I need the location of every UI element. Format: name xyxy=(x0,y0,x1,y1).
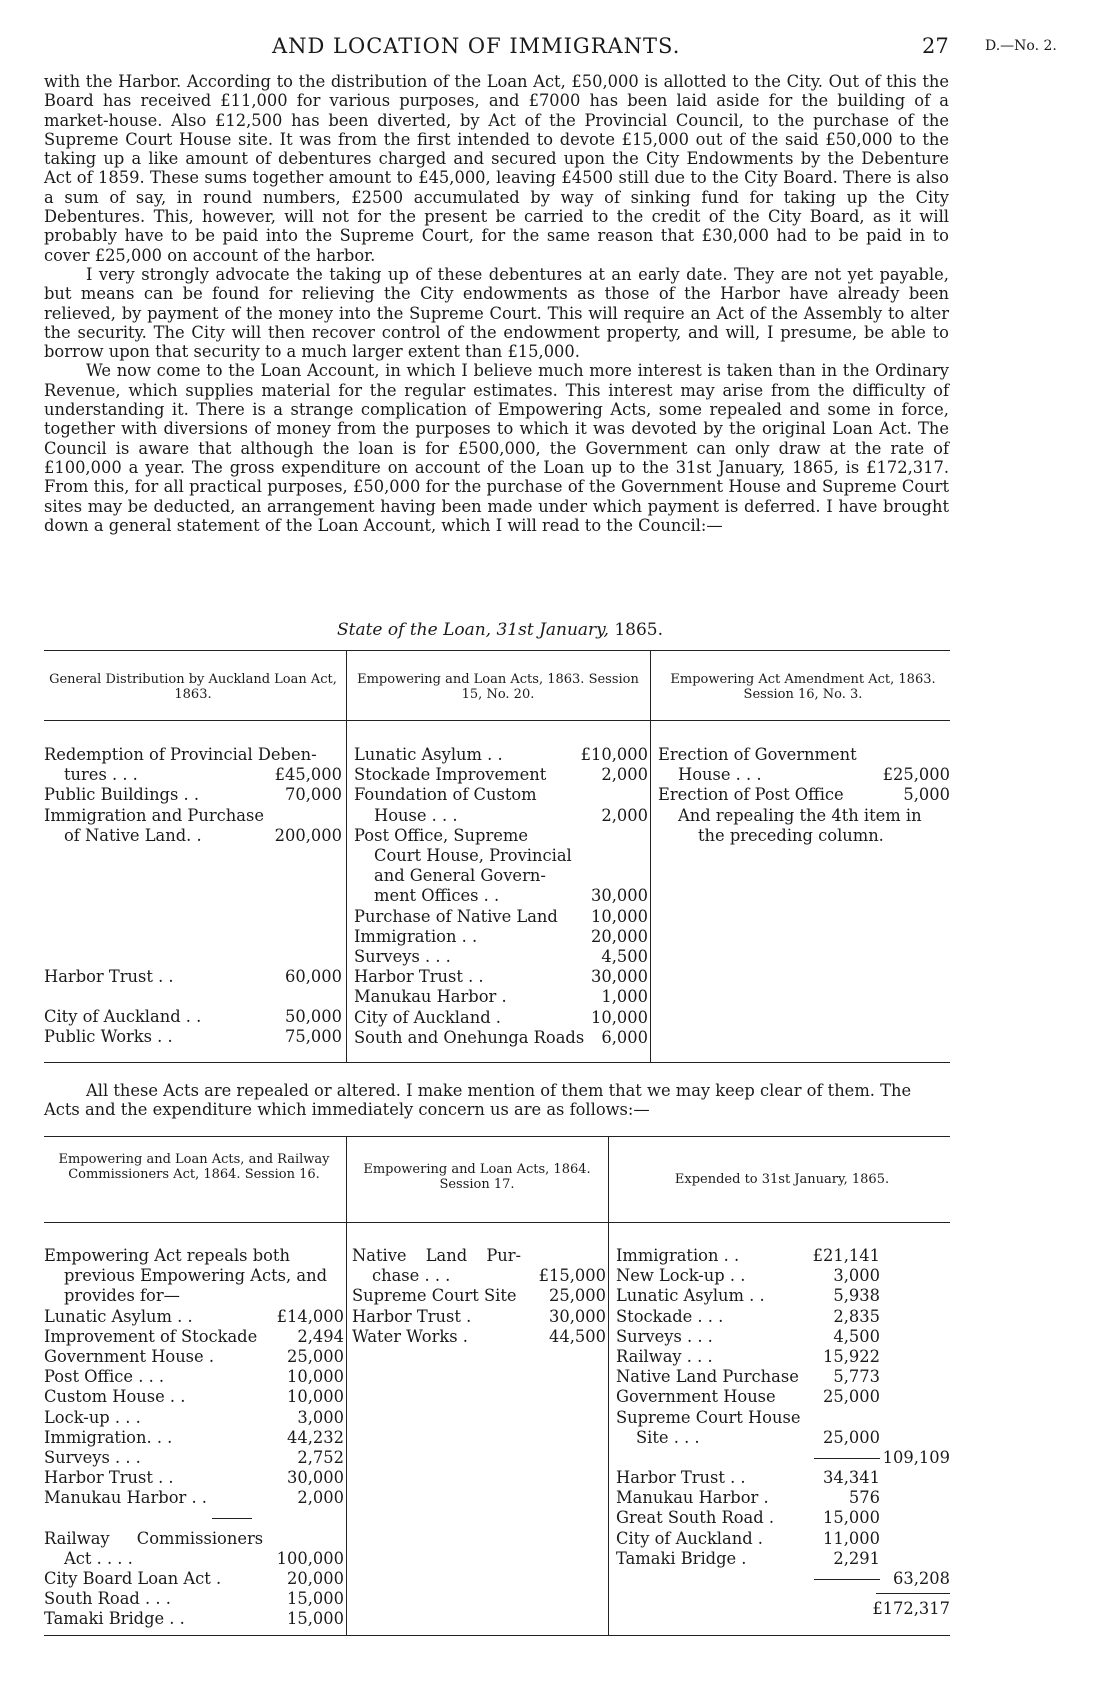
table-row: Lunatic Asylum . . £10,000 xyxy=(354,745,648,764)
table-row: the preceding column. xyxy=(698,825,884,845)
table-row: Surveys . . . 4,500 xyxy=(616,1326,880,1346)
body-text xyxy=(44,72,949,535)
intro-line: Empowering Act repeals both xyxy=(44,1246,290,1265)
table-row: tures . . . £45,000 xyxy=(64,765,342,785)
table-row: Court House, Provincial xyxy=(374,846,572,866)
table-row: Manukau Harbor . 1,000 xyxy=(354,987,648,1007)
table-row: Public Works . . 75,000 xyxy=(44,1027,342,1047)
table-row: South Road . . . 15,000 xyxy=(44,1589,344,1609)
table-rule xyxy=(44,1136,950,1137)
paragraph: I very strongly advocate the taking up of these debentures at an early date. They are not yet payable, but means can be found for relieving the City endowments as those of the Harbor have already been relieved, by payment of the money into the Supreme Court. This will require an Act of the Assembly to alter the security. The City will then recover control of the endowment property, and will, I presume, be able to borrow upon that security to a much larger extent than £15,000. xyxy=(44,264,949,362)
table-row: House . . . £25,000 xyxy=(678,765,950,785)
table-row: Harbor Trust . 30,000 xyxy=(352,1306,606,1326)
table-row: Stockade Improvement 2,000 xyxy=(354,765,648,785)
table-row: Surveys . . . 4,500 xyxy=(354,947,648,967)
table2-header-col2: Empowering and Loan Acts, 1864. Session 17. xyxy=(363,1162,591,1192)
table-row: and General Govern- xyxy=(374,866,546,886)
table-rule xyxy=(44,1062,950,1063)
column-divider xyxy=(608,1136,609,1635)
table-row: Stockade . . . 2,835 xyxy=(616,1306,880,1326)
table-row: ment Offices . . 30,000 xyxy=(374,886,648,906)
table-row: Native Land Purchase 5,773 xyxy=(616,1367,880,1387)
table-row: Native Land Pur- xyxy=(352,1246,522,1265)
table-rule xyxy=(44,1635,950,1636)
subtotal-harbor: 63,208 xyxy=(893,1569,950,1589)
table-row: Water Works . 44,500 xyxy=(352,1326,606,1346)
table-row: City of Auckland . . 50,000 xyxy=(44,1007,342,1027)
table-row: Railway . . . 15,922 xyxy=(616,1347,880,1367)
table-row: Railway Commissioners xyxy=(44,1528,264,1548)
paragraph: We now come to the Loan Account, in which I believe much more interest is taken than in the Ordinary Revenue, which supplies material for the regular estimates. This interest may arise from the difficulty of understanding it. There is a strange complication of Empowering Acts, some repealed and some in force, together with diversions of money from the purposes to which it was devoted by the original Loan Act. The Council is aware that although the loan is for £500,000, the Government can only draw at the rate of £100,000 a year. The gross expenditure on account of the Loan up to the 31st January, 1865, is £172,317. From this, for all practical purposes, £50,000 for the purchase of the Government House and Supreme Court sites may be deducted, an arrangement having been made under which payment is deferred. I have brought down a general statement of the Loan Account, which I will read to the Council:— xyxy=(44,361,949,535)
table1-header-col1: General Distribution by Auckland Loan Act, 1863. xyxy=(49,672,337,702)
table-row: Tamaki Bridge . . 15,000 xyxy=(44,1609,344,1629)
page-number: 27 xyxy=(922,34,949,58)
table1-header-col3: Empowering Act Amendment Act, 1863. Session 16, No. 3. xyxy=(670,672,936,702)
table-row: Improvement of Stockade 2,494 xyxy=(44,1326,344,1346)
caption-year: 1865. xyxy=(614,620,664,640)
column-divider xyxy=(346,650,347,1062)
grand-total: £172,317 xyxy=(872,1599,950,1619)
table-row: Immigration and Purchase xyxy=(44,805,264,825)
intro-line: previous Empowering Acts, and xyxy=(64,1266,327,1286)
table-row: Government House . 25,000 xyxy=(44,1347,344,1367)
table-row: Tamaki Bridge . 2,291 xyxy=(616,1548,880,1568)
table-row: Manukau Harbor . 576 xyxy=(616,1488,880,1508)
table1-col1 xyxy=(44,745,342,1048)
table-row: City Board Loan Act . 20,000 xyxy=(44,1569,344,1589)
table-row: chase . . . £15,000 xyxy=(372,1266,606,1286)
table2-header-col1: Empowering and Loan Acts, and Railway Commissioners Act, 1864. Session 16. xyxy=(58,1152,330,1182)
column-divider xyxy=(650,650,651,1062)
table-row: South and Onehunga Roads 6,000 xyxy=(354,1027,648,1047)
caption-title: State of the Loan, 31st January, xyxy=(336,620,609,640)
table1-header-col2: Empowering and Loan Acts, 1863. Session 15, No. 20. xyxy=(357,672,639,702)
table2-header-col3: Expended to 31st January, 1865. xyxy=(674,1172,890,1187)
table-row: City of Auckland . 11,000 xyxy=(616,1528,880,1548)
table-row: Immigration . . £21,141 xyxy=(616,1246,880,1265)
table1-col2 xyxy=(354,745,648,1048)
table-row: House . . . 2,000 xyxy=(374,805,648,825)
table-row: Custom House . . 10,000 xyxy=(44,1387,344,1407)
table-row: City of Auckland . 10,000 xyxy=(354,1007,648,1027)
table2-col1 xyxy=(44,1246,344,1630)
table-caption xyxy=(0,620,1000,640)
table-rule xyxy=(44,650,950,651)
table2-col2 xyxy=(352,1246,606,1347)
table-row: Manukau Harbor . . 2,000 xyxy=(44,1488,344,1508)
middle-paragraph: All these Acts are repealed or altered. I make mention of them that we may keep clear of them. The Acts and the expenditure which immediately concern us are as follows:— xyxy=(44,1081,912,1120)
table-row: Lunatic Asylum . . £14,000 xyxy=(44,1306,344,1326)
table-row: Harbor Trust . . 60,000 xyxy=(44,967,342,987)
table-row: Post Office . . . 10,000 xyxy=(44,1367,344,1387)
table-row: Site . . . 25,000 xyxy=(636,1427,880,1447)
intro-line: provides for— xyxy=(64,1286,180,1306)
table-row: New Lock-up . . 3,000 xyxy=(616,1266,880,1286)
table-rule xyxy=(44,720,950,721)
running-head-title: AND LOCATION OF IMMIGRANTS. xyxy=(272,34,681,58)
table-row: of Native Land. . 200,000 xyxy=(64,825,342,845)
table-row: Supreme Court Site 25,000 xyxy=(352,1286,606,1306)
table-row: Harbor Trust . . 30,000 xyxy=(354,967,648,987)
table-row: Surveys . . . 2,752 xyxy=(44,1448,344,1468)
table-row: Erection of Post Office 5,000 xyxy=(658,785,950,805)
table-row: Post Office, Supreme xyxy=(354,825,528,845)
table-row: Immigration. . . 44,232 xyxy=(44,1427,344,1447)
table-row: Act . . . . 100,000 xyxy=(64,1548,344,1568)
column-divider xyxy=(346,1136,347,1635)
table-row: And repealing the 4th item in xyxy=(678,805,922,825)
table-row: Great South Road . 15,000 xyxy=(616,1508,880,1528)
subtotal-immigration: 109,109 xyxy=(882,1448,950,1468)
table-row: Harbor Trust . . 30,000 xyxy=(44,1468,344,1488)
table-row: Purchase of Native Land 10,000 xyxy=(354,906,648,926)
table-row: Public Buildings . . 70,000 xyxy=(44,785,342,805)
table-row: Supreme Court House xyxy=(616,1407,801,1427)
table-row: Lock-up . . . 3,000 xyxy=(44,1407,344,1427)
table-row: Redemption of Provincial Deben- xyxy=(44,745,317,764)
table-row: Lunatic Asylum . . 5,938 xyxy=(616,1286,880,1306)
table-row: Erection of Government xyxy=(658,745,857,764)
paragraph: with the Harbor. According to the distribution of the Loan Act, £50,000 is allotted to the City. Out of this the Board has received £11,000 for various purposes, and £7000 has been laid aside for the building of a market-house. Also £12,500 has been diverted, by Act of the Provincial Council, to the purchase of the Supreme Court House site. It was from the first intended to devote £15,000 out of the said £50,000 to the taking up a like amount of debentures charged and secured upon the City Endowments by the Debenture Act of 1859. These sums together amount to £45,000, leaving £4500 still due to the City Board. There is also a sum of say, in round numbers, £2500 accumulated by way of sinking fund for taking up the City Debentures. This, however, will not for the present be carried to the credit of the City Board, as it will probably have to be paid into the Supreme Court, for the same reason that £30,000 had to be paid in to cover £25,000 on account of the harbor. xyxy=(44,72,949,265)
table2-col3 xyxy=(616,1246,950,1619)
table-row: Foundation of Custom xyxy=(354,785,537,805)
table-row: Harbor Trust . . 34,341 xyxy=(616,1468,880,1488)
table-row: Government House 25,000 xyxy=(616,1387,880,1407)
table1-col3 xyxy=(658,745,950,846)
table-row: Immigration . . 20,000 xyxy=(354,926,648,946)
table-rule xyxy=(44,1222,950,1223)
document-reference: D.—No. 2. xyxy=(985,38,1057,54)
